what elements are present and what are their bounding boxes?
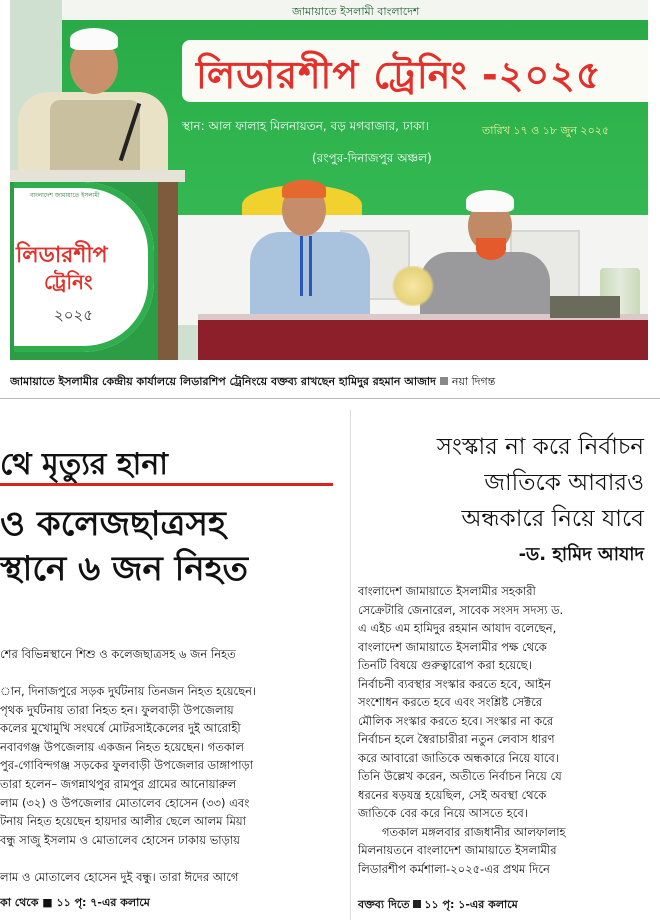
left-headline-3: স্থানে ৬ জন নিহত [0,549,249,589]
banner-region: (রংপুর-দিনাজপুর অঞ্চল) [312,151,432,165]
body-line: করে আবারো জাতিকে অন্ধকারে নিয়ে যাবে। [358,750,559,765]
left-headline-1: থে মৃত্যুর হানা [0,447,168,482]
banner-venue: স্থান: আল ফালাহ মিলনায়তন, বড় মগবাজার, ঢাকা। [182,119,430,133]
body-line: ধরনের ষড়যন্ত্র হয়েছিল, সেই অবস্থা থেকে [358,787,547,802]
backdrop-top-strip [62,0,648,20]
podium-top [10,170,185,182]
banner-title: লিডারশীপ ট্রেনিং -২০২৫ [196,53,602,97]
byline: -ড. হামিদ আযাদ [518,544,644,565]
body-line: সংশোধন করতে হবে এবং সংশ্লিষ্ট সেক্টরে [358,695,543,709]
beard [476,238,506,260]
body-line: বাংলাদেশ জামায়াতে ইসলামীর পক্ষ থেকে [358,639,547,654]
body-line: তিনটি বিষয়ে গুরুত্বারোপ করা হয়েছে। [358,658,532,672]
caption-text: জামায়াতে ইসলামীর কেন্দ্রীয় কার্যালয়ে লিডারশিপ ট্রেনিংয়ে বক্তব্য রাখছেন হামিদুর রহমান আজাদ [10,375,436,388]
body-line: মিলনায়তনে বাংলাদেশ জামায়াতে ইসলামীর [358,843,557,857]
body-line: জাতিকে বের করে নিয়ে আসতে হবে। [358,806,528,820]
left-lede: শের বিভিন্নস্থানে শিশু ও কলেজছাত্রসহ ৬ জন নিহত [0,647,236,661]
flower-vase [390,266,436,306]
podium-ring [14,182,154,352]
podium-line-1: লিডারশীপ [16,243,108,268]
banner-date: তারিখ ১৭ ও ১৮ জুন ২০২৫ [482,124,610,137]
seated-person-body [420,252,550,322]
right-headline-2: জাতিকে আবারও [484,470,644,496]
square-bullet-icon [413,900,421,908]
right-article [358,400,658,924]
column-divider [350,410,351,920]
square-bullet-icon [440,377,448,385]
podium-line-3: ২০২৫ [54,306,93,324]
body-line [0,849,340,868]
prayer-cap [70,28,118,50]
body-line: পুর-গোবিন্দগঞ্জ সড়কের ফুলবাড়ী উপজেলার ডাঙ্গাপাড়া [0,758,254,773]
body-line: নবাবগঞ্জ উপজেলায় একজন নিহত হয়েছেন। গতকাল [0,739,244,754]
body-line: কলের মুখোমুখি সংঘর্ষে মোটরসাইকেলের দুই আরোহী [0,721,241,736]
seated-person-hair [282,180,326,198]
right-headline-1: সংস্কার না করে নির্বাচন [436,434,644,460]
body-line: লিডারশীপ কর্মশালা-২০২৫-এর প্রথম দিনে [358,861,550,876]
banner-title-box [182,40,648,102]
body-line: ান, দিনাজপুরে সড়ক দুর্ঘটনায় তিনজন নিহত হয়েছেন। [0,684,257,698]
body-line: সেক্রেটারি জেনারেল, সাবেক সংসদ সদস্য ড. [358,602,564,617]
body-line: তিনি উল্লেখ করেন, অতীতে নির্বাচন নিয়ে যে [358,769,562,783]
podium-header: বাংলাদেশ জামায়াতে ইসলামী [30,192,100,199]
body-line: মৌলিক সংস্কার করতে হবে। সংস্কার না করে [358,713,554,728]
lanyard [300,236,312,296]
body-line: নির্বাচনী ব্যবস্থার সংস্কার করতে হবে, আইন [358,676,552,691]
body-line: টনায় নিহত হয়েছেন হায়দার আলীর ছেলে আলম মিয়া [0,814,246,829]
right-continuation [358,896,518,915]
left-headline-2: ও কলেজছাত্রসহ [0,504,226,544]
continuation-ref: ১১ পৃ: ১-এর কলামে [424,898,518,911]
body-line: পৃথক দুর্ঘটনায় তারা নিহত হন। ফুলবাড়ী উপজেলায় [0,702,234,717]
body-line: লাম (৩২) ও উপজেলার মোতালেব হোসেন (৩৩) এবং [0,795,250,810]
right-body [358,582,648,878]
body-line: এ এইচ এম হামিদুর রহমান আযাদ বলেছেন, [358,621,557,635]
event-photo [10,0,648,360]
caption-source: নয়া দিগন্ত [451,375,496,388]
red-divider [0,483,333,486]
left-body [0,682,340,887]
stage-table [198,320,648,360]
continuation-prefix: বক্তব্য দিতে [358,898,410,911]
photo-caption [10,373,650,392]
body-line: বন্ধু সাজু ইসলাম ও মোতালেব হোসেন ঢাকায় ভাড়ায় [0,832,240,847]
body-line: তারা হলেন– জগন্নাথপুর রামপুর গ্রামের আনোয়ারুল [0,776,237,791]
body-line: লাম ও মোতালেব হোসেন দুই বন্ধু। তারা ঈদের আগে [0,869,239,884]
body-line: গতকাল মঙ্গলবার রাজধানীর আলফালাহ [382,824,566,839]
body-line: নির্বাচন হলে স্বৈরাচারীরা নতুন লেবাস ধারণ [358,732,555,746]
podium-side [158,182,178,360]
prayer-cap [466,190,514,212]
left-article [0,400,345,924]
podium-line-2: ট্রেনিং [44,270,93,294]
left-continuation: কা থেকে ■ ১১ পৃ: ৭-এর কলামে [0,896,150,909]
body-line: বাংলাদেশ জামায়াতে ইসলামীর সহকারী [358,584,536,598]
nameplate [550,296,620,318]
banner-top-text: জামায়াতে ইসলামী বাংলাদেশ [292,5,420,18]
divider [0,398,660,399]
right-headline-3: অন্ধকারে নিয়ে যাবে [461,506,644,532]
